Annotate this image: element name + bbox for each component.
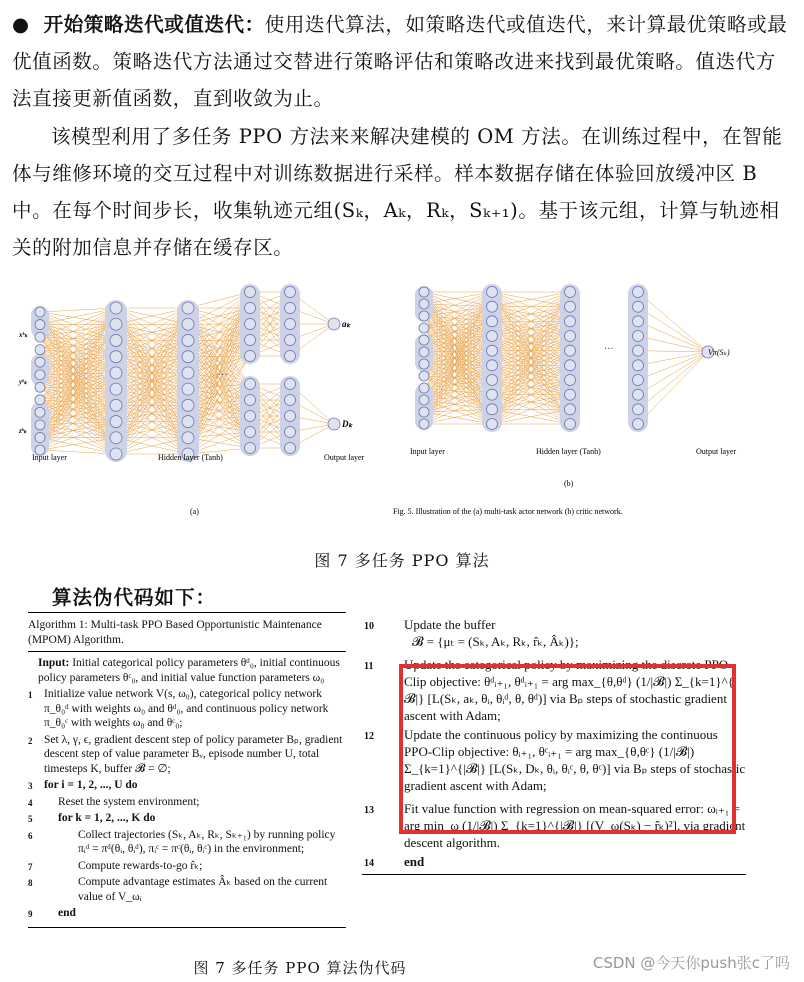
figure-caption-1: 图 7 多任务 PPO 算法 <box>314 551 490 570</box>
line-text: Set λ, γ, ϵ, gradient descent step of policy parameter Bₚ, gradient descent step of value parameter Bᵥ, episode number U, total timesteps K, buffer 𝓑 = ∅; <box>44 733 343 775</box>
neuron-node <box>419 407 429 417</box>
neuron-node <box>110 302 122 314</box>
algorithm-heading: 算法伪代码如下： <box>52 586 217 609</box>
connection-edge <box>638 321 708 352</box>
neuron-node <box>487 331 498 342</box>
neuron-node <box>245 411 256 422</box>
neuron-node <box>110 351 122 363</box>
neuron-node <box>419 419 429 429</box>
neuron-node <box>35 407 45 417</box>
algorithm-line <box>362 853 746 870</box>
neuron-node <box>182 432 194 444</box>
neuron-node <box>285 427 296 438</box>
algorithm-right-rule <box>362 874 746 875</box>
neuron-node <box>565 345 576 356</box>
neuron-node <box>285 319 296 330</box>
neuron-node <box>565 287 576 298</box>
figure-caption-2: 图 7 多任务 PPO 算法伪代码 <box>193 959 407 977</box>
neuron-node <box>110 383 122 395</box>
right-hidden-label: Hidden layer (Tanh) <box>536 447 601 456</box>
neuron-node <box>182 334 194 346</box>
neuron-node <box>285 335 296 346</box>
algorithm-line <box>28 795 346 810</box>
neuron-node <box>245 287 256 298</box>
line-number: 13 <box>364 805 374 816</box>
line-text: Collect trajectories (Sₖ, Aₖ, Rₖ, Sₖ₊₁) by running policy πᵢᵈ = πᵈ(θᵢ, θᵢᵈ), πᵢᶜ = πᶜ(θᵢ, θᵢᶜ) in the environment; <box>78 828 336 855</box>
line-number: 1 <box>28 690 33 700</box>
right-output-label: Output layer <box>696 447 737 456</box>
neuron-node <box>245 379 256 390</box>
line-text: Initialize value network V(s, ω₀), categorical policy network π_θ₀ᵈ with weights ω₀ and θᵈ₀, and continuous policy network π_θ₀ᶜ with weights ω₀ and θᶜ₀; <box>44 688 329 729</box>
neuron-node <box>419 323 429 333</box>
bullet-icon: ● <box>12 13 30 36</box>
neuron-node <box>285 443 296 454</box>
neuron-node <box>182 367 194 379</box>
neuron-node <box>565 316 576 327</box>
algorithm-line <box>28 828 346 857</box>
body-paragraph: 该模型利用了多任务 PPO 方法来来解决建模的 OM 方法。在训练过程中，在智能体与维修环境的交互过程中对训练数据进行采样。样本数据存储在体验回放缓冲区 B 中。在每个时间步长，收集轨迹元组(Sₖ，Aₖ，Rₖ，Sₖ₊₁)。基于该元组，计算与轨迹相关的附加信息并存储在缓存区。 <box>12 125 783 259</box>
algorithm-line <box>28 811 346 826</box>
neuron-node <box>182 351 194 363</box>
neuron-node <box>419 311 429 321</box>
neuron-node <box>35 320 45 330</box>
neuron-node <box>633 375 644 386</box>
neuron-node <box>565 419 576 430</box>
line-number: 11 <box>364 661 374 672</box>
neuron-node <box>285 351 296 362</box>
algorithm-input <box>28 656 346 685</box>
connection-edge <box>638 336 708 352</box>
algorithm-line <box>28 875 346 904</box>
neuron-node <box>565 360 576 371</box>
line-number: 5 <box>28 814 33 824</box>
neuron-node <box>487 301 498 312</box>
algorithm-line <box>28 906 346 921</box>
connection-edge <box>424 400 492 424</box>
line-number: 9 <box>28 909 33 919</box>
neuron-node <box>565 331 576 342</box>
neuron-node <box>182 416 194 428</box>
neuron-node <box>285 411 296 422</box>
neuron-node <box>182 302 194 314</box>
left-sub-label: (a) <box>190 507 199 516</box>
neuron-node <box>110 318 122 330</box>
algorithm-title: Algorithm 1: Multi-task PPO Based Opportunistic Maintenance (MPOM) Algorithm. <box>28 612 346 652</box>
neuron-node <box>633 287 644 298</box>
neuron-node <box>35 307 45 317</box>
line-text: Update the continuous policy by maximizing the continuous PPO-Clip objective: θᵢ₊₁, θᶜᵢ₊₁ = arg max_{θ,θᶜ} (1/|𝓑|) Σ_{k=1}^{|𝓑|} [L(Sₖ, Dₖ, θᵢ, θᵢᶜ, θ, θᶜ)] via Bₚ steps of stochastic gradient ascent with Adam; <box>404 727 746 793</box>
algorithm-left-column <box>28 612 346 928</box>
neuron-node <box>245 351 256 362</box>
neuron-node <box>419 359 429 369</box>
neuron-node <box>245 335 256 346</box>
neuron-node <box>35 357 45 367</box>
line-number: 12 <box>364 731 374 742</box>
neuron-node <box>487 316 498 327</box>
neuron-node <box>182 383 194 395</box>
line-text: Update the buffer <box>404 617 496 632</box>
output-v-label: Vπ(Sₖ) <box>708 348 730 357</box>
neuron-node <box>245 319 256 330</box>
left-hidden-label: Hidden layer (Tanh) <box>158 453 223 462</box>
neuron-node <box>328 318 340 330</box>
neuron-node <box>487 375 498 386</box>
algorithm-bottom-rule <box>28 927 346 928</box>
neuron-node <box>633 345 644 356</box>
line-number: 4 <box>28 797 33 808</box>
line-number: 7 <box>28 861 33 872</box>
network-figure <box>18 278 788 526</box>
neuron-node <box>328 418 340 430</box>
line-text: for k = 1, 2, ..., K do <box>58 812 156 824</box>
connection-edge <box>638 352 708 409</box>
neuron-node <box>35 420 45 430</box>
bullet-paragraph <box>12 6 792 117</box>
neuron-node <box>565 375 576 386</box>
figure-caption: Fig. 5. Illustration of the (a) multi-task actor network (b) critic network. <box>393 507 623 516</box>
connection-edge <box>424 412 492 424</box>
neuron-node <box>285 287 296 298</box>
algorithm-line <box>28 733 346 777</box>
neuron-node <box>110 367 122 379</box>
neuron-node <box>565 404 576 415</box>
neuron-node <box>35 370 45 380</box>
neuron-node <box>633 419 644 430</box>
line-text: end <box>58 907 76 919</box>
line-text: Reset the system environment; <box>58 795 200 808</box>
input-z-label: zᵏₖ <box>19 427 27 435</box>
neuron-node <box>419 371 429 381</box>
neuron-node <box>110 399 122 411</box>
ellipsis-icon: ··· <box>604 344 614 355</box>
line-number: 8 <box>28 878 33 888</box>
neuron-node <box>35 395 45 405</box>
bullet-text: 使用迭代算法，如策略迭代或值迭代，来计算最优策略或最优值函数。策略迭代方法通过交替进行策略评估和策略改进来找到最优策略。值迭代方法直接更新值函数，直到收敛为止。 <box>12 13 788 110</box>
connection-edge <box>424 376 492 395</box>
connection-edge <box>424 292 492 304</box>
line-number: 2 <box>28 735 33 746</box>
connection-edge <box>424 292 492 316</box>
neuron-node <box>35 345 45 355</box>
algorithm-line <box>362 616 746 650</box>
output-a-label: aₖ <box>342 319 351 329</box>
neuron-node <box>633 360 644 371</box>
algorithm-line <box>28 859 346 874</box>
neuron-node <box>565 301 576 312</box>
network-diagram <box>18 278 788 526</box>
connection-edge <box>40 324 116 400</box>
neuron-node <box>419 287 429 297</box>
algorithm-line <box>28 778 346 793</box>
line-text: Update the categorical policy by maximizing the discrete PPO-Clip objective: θᵈᵢ₊₁, θᵈᵢ₊₁ = arg max_{θ,θᵈ} (1/|𝓑|) Σ_{k=1}^{|𝓑|} [L(Sₖ, aₖ, θᵢ, θᵢᵈ, θ, θᵈ)] via Bₚ steps of stochastic gradient ascent with Adam; <box>404 657 737 723</box>
input-label: Input: <box>38 657 70 669</box>
neuron-node <box>182 399 194 411</box>
neuron-node <box>35 382 45 392</box>
neuron-node <box>633 301 644 312</box>
connection-edge <box>40 362 116 438</box>
input-x-label: xᵏₖ <box>19 331 28 339</box>
neuron-node <box>487 360 498 371</box>
neuron-node <box>487 419 498 430</box>
line-number: 6 <box>28 830 33 841</box>
neuron-node <box>487 389 498 400</box>
left-input-label: Input layer <box>32 453 67 462</box>
neuron-node <box>419 347 429 357</box>
neuron-node <box>110 432 122 444</box>
neuron-node <box>633 389 644 400</box>
connection-edge <box>638 292 708 352</box>
neuron-node <box>110 416 122 428</box>
connection-edge <box>638 307 708 352</box>
line-number: 10 <box>364 621 374 632</box>
neuron-node <box>285 303 296 314</box>
input-text: Initial categorical policy parameters θᵈ₀, initial continuous policy parameters θᶜ₀, and initial value function parameters ω₀ <box>38 657 340 684</box>
line-text: Compute advantage estimates Âₖ based on the current value of V_ωᵢ <box>78 876 328 903</box>
neuron-node <box>245 395 256 406</box>
neuron-node <box>110 334 122 346</box>
neuron-node <box>565 389 576 400</box>
neuron-node <box>487 345 498 356</box>
right-input-label: Input layer <box>410 447 445 456</box>
left-output-label: Output layer <box>324 453 365 462</box>
neuron-node <box>110 448 122 460</box>
neuron-node <box>35 332 45 342</box>
algorithm-left-lines <box>28 687 346 921</box>
csdn-watermark: CSDN @今天你push张c了吗 <box>592 954 790 972</box>
neuron-node <box>487 287 498 298</box>
neuron-node <box>285 395 296 406</box>
ellipsis-icon: ··· <box>218 370 228 381</box>
neuron-node <box>182 318 194 330</box>
highlight-box <box>399 664 736 834</box>
neuron-node <box>487 404 498 415</box>
neuron-node <box>245 303 256 314</box>
neuron-node <box>419 383 429 393</box>
output-d-label: Dₖ <box>342 419 353 429</box>
neuron-node <box>633 404 644 415</box>
neuron-node <box>419 299 429 309</box>
line-number: 3 <box>28 781 33 791</box>
neuron-node <box>633 331 644 342</box>
connection-edge <box>638 352 708 380</box>
connection-edge <box>638 351 708 352</box>
neuron-node <box>419 335 429 345</box>
neuron-node <box>419 395 429 405</box>
neuron-node <box>245 443 256 454</box>
line-text: Fit value function with regression on mean-squared error: ωᵢ₊₁ = arg min_ω (1/|𝓑|) Σ_{k=1}^{|𝓑|} [(V_ω(Sₖ) − r̂ₖ)²], via gradient descent algorithm. <box>404 801 746 850</box>
neuron-node <box>633 316 644 327</box>
algorithm-line <box>28 687 346 731</box>
right-sub-label: (b) <box>564 479 574 488</box>
line-text: end <box>404 854 425 869</box>
line-text: for i = 1, 2, ..., U do <box>44 779 138 791</box>
bullet-term: 开始策略迭代或值迭代： <box>43 13 265 36</box>
connection-edge <box>40 308 116 312</box>
neuron-node <box>245 427 256 438</box>
line-subtext: 𝓑 = {μₜ = (Sₖ, Aₖ, Rₖ, r̂ₖ, Âₖ)}; <box>412 634 579 649</box>
neuron-node <box>285 379 296 390</box>
line-number: 14 <box>364 858 374 869</box>
input-y-label: yᵏₖ <box>19 378 28 386</box>
line-text: Compute rewards-to-go r̂ₖ; <box>78 859 203 872</box>
neuron-node <box>35 432 45 442</box>
